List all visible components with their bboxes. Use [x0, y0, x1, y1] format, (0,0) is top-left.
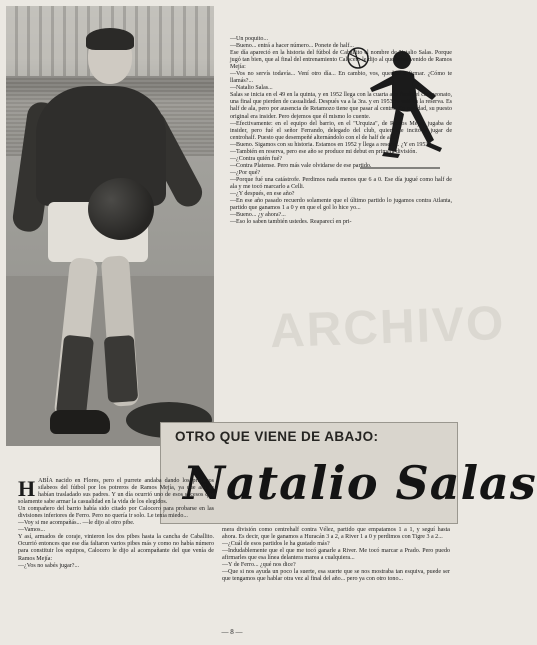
paragraph: Ese día apareció en la historia del fútbol de Caballito el nombre de Natalio Salas. Porque jugó tan bien, que al final del entrenamiento Calocero le dijo al que había venido de Ramos Mejía:: [230, 50, 452, 71]
paragraph: —Que si nos ayuda un poco la suerte, esa suerte que se nos mostraba tan esquiva, puede ser que tengamos que hablar otra vez al final del año... pero ya con otro tono...: [222, 569, 450, 583]
paragraph: Salas se inicia en el 49 en la quinta, y en 1952 llega con la cuarta a la final del campeonato, una final que pierden de casualidad. Después va a la 3ra. y en 1953 ya está en la reserva. Es half de ala, pero por ausencia de Retamozo tiene que pasar al centro. En realidad, su puesto original era insider. Pero dejemos que él mismo lo cuente.: [230, 92, 452, 120]
article-bottom-right-column: [222, 527, 450, 583]
paragraph: —¿Cuál de esos partidos le ha gustado más?: [222, 541, 330, 548]
paragraph: —¿Y después, en ese año?: [230, 191, 295, 198]
paragraph: —Natalio Salas...: [230, 85, 273, 92]
article-title: Natalio Salas: [183, 456, 537, 510]
article-left-column: [18, 478, 214, 570]
paragraph: Un compañero del barrio había sido citado por Calocero para probarse en las divisiones inferiores de Ferro. Pero no quería ir solo. Le tenía miedo...: [18, 506, 214, 520]
watermark: ARCHIVO: [269, 296, 507, 359]
paragraph: —¿Contra quién fué?: [230, 155, 283, 162]
paragraph: mera división como centrehalf contra Vélez, partido que empatamos 1 a 1, y seguí hasta ahora. Es decir, que le ganamos a Huracán 3 a 2, a River 1 a 0 y perdimos con Tigre 3 a 2...: [222, 527, 450, 541]
paragraph: —¿Vos no sabés jugar?...: [18, 562, 80, 569]
football-icon: [88, 178, 154, 240]
paragraph: —Vamos...: [18, 527, 46, 534]
paragraph: HABÍA nacido en Flores, pero el purrete andaba dando los primeros silabeos del fútbol por los potreros de Ramos Mejía, ya que allí se habían trasladado sus padres. Y un día ocurrió uno de esos sucesos que solamente sabe armar la casualidad en la vida de los elegidos.: [18, 476, 214, 506]
paragraph: —Efectivamente: en el equipo del barrio, en el "Urquiza", de Ramos Mejía, jugaba de insider, pero fué el señor Ferrando, delegado del club, quien me incitó a jugar de centrohalf. Puesto que desempeñé alternándolo con el de half de ala.: [230, 120, 452, 141]
paragraph: —Porque fué una catástrofe. Perdimos nada menos que 6 a 0. Ese día jugué como half de ala y me tocó marcarlo a Celli.: [230, 176, 452, 190]
paragraph: —¿Por qué?: [230, 169, 261, 176]
paragraph: —Contra Platense. Pero más vale olvidarse de ese partido.: [230, 162, 372, 169]
article-subtitle: OTRO QUE VIENE DE ABAJO:: [175, 429, 379, 444]
paragraph: —Voy si me acompañás... —le dijo al otro pibe.: [18, 520, 135, 527]
paragraph: —Vos no servís todavía... Vení otro día... En cambio, vos, quedate a firmar. ¿Cómo te llamás?...: [230, 71, 452, 85]
paragraph: —Y de Ferro... ¿qué nos dice?: [222, 562, 296, 569]
paragraph: —Indudablemente que el que me tocó ganarle a River. Me tocó marcar a Prado. Pero puedo afirmarles que esa línea delantera marea a cualquiera...: [222, 548, 450, 562]
paragraph: Y así, armados de coraje, vinieron los dos pibes hasta la cancha de Caballito. Ocurrió entonces que ese día faltaron varios pibes más y como no había número para constituir los equipos, Calocero le dijo al acompañante del que venía de Ramos Mejía:: [18, 534, 214, 562]
drop-cap: H: [18, 476, 36, 501]
paragraph: —Un poquito...: [230, 36, 268, 42]
paragraph: —Bueno... ¿y ahora?...: [230, 212, 286, 219]
paragraph: —Bueno... entrá a hacer número... Ponete de half...: [230, 43, 354, 50]
page-number: — 8 —: [221, 628, 243, 636]
article-right-column: [230, 36, 452, 226]
paragraph: —Bueno. Sigamos con su historia. Estamos en 1952 y llega a reserva. ¿Y en 1953?: [230, 141, 432, 148]
paragraph: —También en reserva, pero ese año se produce mi debut en primera división.: [230, 148, 417, 155]
paragraph: —Eso lo saben también ustedes. Reaparecí en pri-: [230, 219, 352, 226]
player-photo: [6, 6, 214, 446]
paragraph: —En ese año pasado recuerdo solamente que el último partido lo jugamos contra Atlanta, partido que ganamos 1 a 0 y en que el gol lo hice yo...: [230, 198, 452, 212]
